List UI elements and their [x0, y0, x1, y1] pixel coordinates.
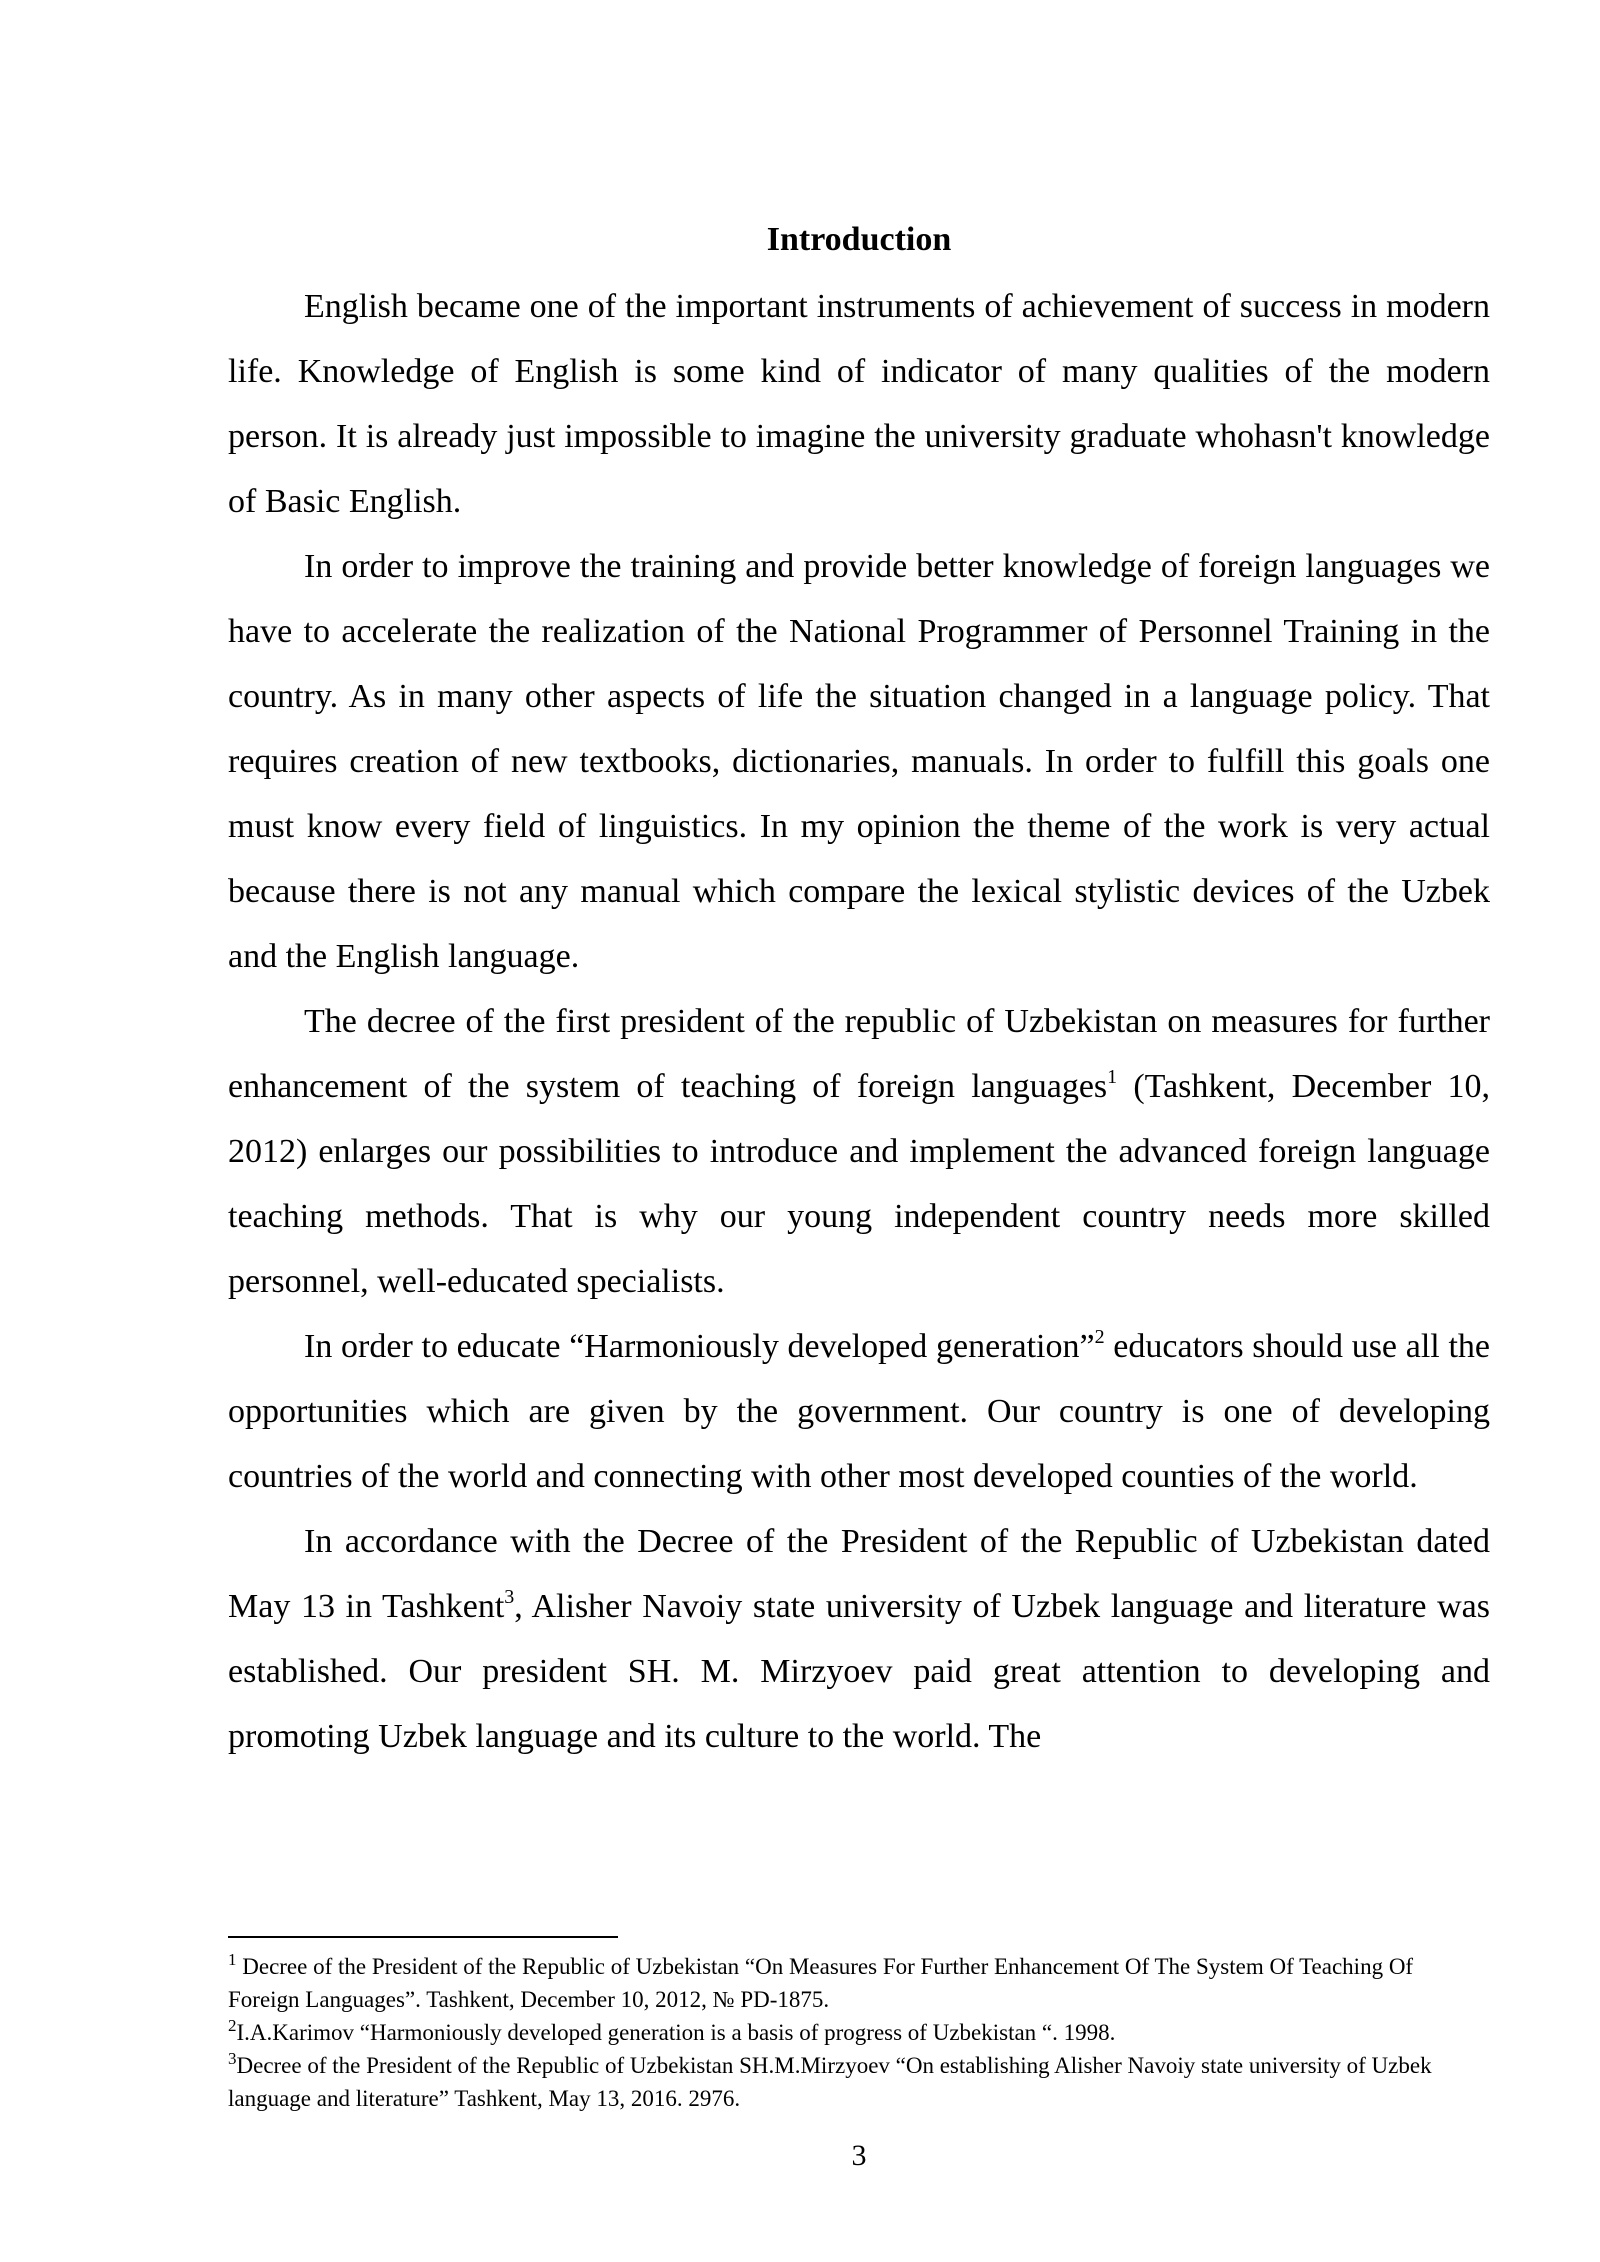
footnote-text: I.A.Karimov “Harmoniously developed generation is a basis of progress of Uzbekistan “. 1998.	[236, 2020, 1116, 2045]
footnote-ref[interactable]: 2	[1094, 1326, 1105, 1348]
paragraph	[228, 1314, 1490, 1509]
footnote-ref[interactable]: 1	[1107, 1066, 1118, 1088]
footnote-text: Decree of the President of the Republic of Uzbekistan “On Measures For Further Enhancement Of The System Of Teaching Of Foreign Languages”. Tashkent, December 10, 2012, № PD-1875.	[228, 1954, 1414, 2012]
footnote-separator	[228, 1936, 618, 1938]
paragraph	[228, 274, 1490, 534]
paragraph-text: In order to improve the training and provide better knowledge of foreign languages we have to accelerate the realization of the National Programmer of Personnel Training in the country. As in many other aspects of life the situation changed in a language policy. That requires creation of new textbooks, dictionaries, manuals. In order to fulfill this goals one must know every field of linguistics. In my opinion the theme of the work is very actual because there is not any manual which compare the lexical stylistic devices of the Uzbek and the English language.	[228, 548, 1490, 975]
footnote-number: 3	[228, 2049, 237, 2068]
paragraph-text: In order to educate “Harmoniously developed generation”	[304, 1328, 1095, 1365]
footnote-ref[interactable]: 3	[504, 1586, 515, 1608]
page-title: Introduction	[766, 221, 952, 258]
paragraph-text: (Tashkent, December 10, 2012) enlarges our possibilities to introduce and implement the advanced foreign language teaching methods. That is why our young independent country needs more skilled personnel, well-educated specialists.	[228, 1068, 1491, 1300]
footnotes	[228, 1950, 1490, 2115]
footnote	[228, 2016, 1490, 2049]
footnote-text: Decree of the President of the Republic of Uzbekistan SH.M.Mirzyoev “On establishing Alisher Navoiy state university of Uzbek language and literature” Tashkent, May 13, 2016. 2976.	[228, 2053, 1432, 2111]
paragraph-text: English became one of the important instruments of achievement of success in modern life. Knowledge of English is some kind of indicator of many qualities of the modern person. It is already just impossible to imagine the university graduate whohasn't knowledge of Basic English.	[228, 288, 1490, 520]
paragraph	[228, 989, 1490, 1314]
page-number: 3	[851, 2139, 867, 2172]
paragraph-text: , Alisher Navoiy state university of Uzbek language and literature was established. Our president SH. M. Mirzyoev paid great attention to developing and promoting Uzbek language and its culture to the world. The	[228, 1588, 1490, 1755]
footnote	[228, 2049, 1490, 2115]
paragraph	[228, 1509, 1490, 1769]
footnote-number: 1	[228, 1950, 237, 1969]
paragraph	[228, 534, 1490, 989]
footnote-number: 2	[228, 2016, 237, 2035]
paragraph-text: In accordance with the Decree of the President of the Republic of Uzbekistan dated May 13 in Tashkent	[228, 1523, 1490, 1625]
body-text	[228, 274, 1490, 1769]
paragraph-text: educators should use all the opportunities which are given by the government. Our country is one of developing countries of the world and connecting with other most developed counties of the world.	[228, 1328, 1490, 1495]
footnote	[228, 1950, 1490, 2016]
paragraph-text: The decree of the first president of the republic of Uzbekistan on measures for further enhancement of the system of teaching of foreign languages	[228, 1003, 1490, 1105]
